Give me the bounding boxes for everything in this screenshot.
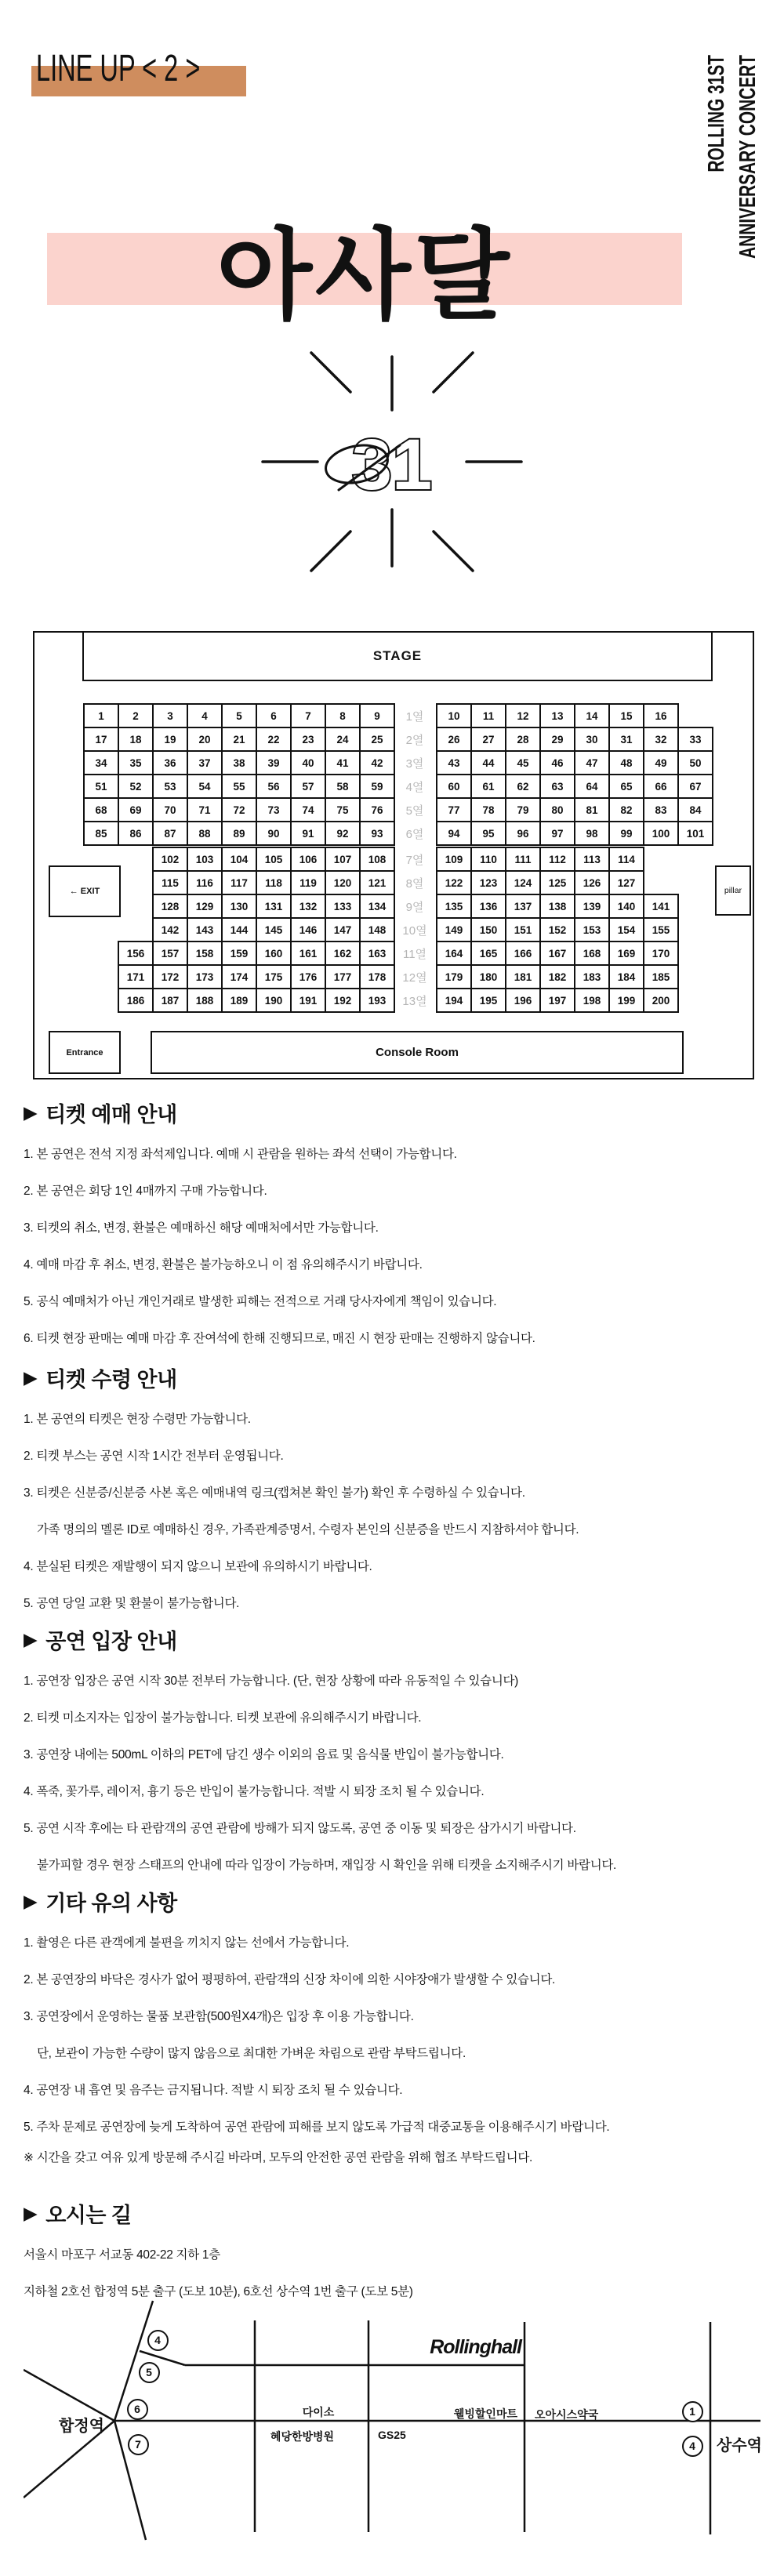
seat-105: 105 bbox=[256, 847, 292, 872]
vertical-banner-line1: ROLLING 31ST bbox=[704, 55, 729, 172]
seat-153: 153 bbox=[574, 917, 610, 942]
seat-76: 76 bbox=[359, 797, 395, 822]
seat-149: 149 bbox=[436, 917, 472, 942]
seat-51: 51 bbox=[83, 774, 119, 799]
row-label-4: 4열 bbox=[405, 780, 424, 794]
seat-138: 138 bbox=[539, 894, 575, 919]
row-label-6: 6열 bbox=[405, 827, 424, 841]
seat-41: 41 bbox=[325, 750, 361, 775]
seat-166: 166 bbox=[505, 941, 541, 966]
seat-144: 144 bbox=[221, 917, 257, 942]
seat-125: 125 bbox=[539, 870, 575, 895]
seat-54: 54 bbox=[187, 774, 223, 799]
anniversary-31-badge bbox=[251, 329, 533, 588]
seating-chart bbox=[33, 631, 754, 1079]
seat-182: 182 bbox=[539, 964, 575, 989]
seat-9: 9 bbox=[359, 703, 395, 728]
section-bullet-icon: ▶ bbox=[24, 1102, 38, 1123]
section-title bbox=[24, 2198, 764, 2229]
seat-20: 20 bbox=[187, 727, 223, 752]
badge-number: 31 bbox=[351, 425, 433, 505]
seat-49: 49 bbox=[643, 750, 679, 775]
seat-122: 122 bbox=[436, 870, 472, 895]
section-item: 2. 본 공연은 회당 1인 4매까지 구매 가능합니다. bbox=[24, 1185, 267, 1198]
seat-34: 34 bbox=[83, 750, 119, 775]
seat-78: 78 bbox=[470, 797, 506, 822]
seat-15: 15 bbox=[608, 703, 644, 728]
station-sangsu: 상수역 bbox=[717, 2437, 762, 2454]
seat-157: 157 bbox=[152, 941, 188, 966]
seat-99: 99 bbox=[608, 821, 644, 846]
seat-168: 168 bbox=[574, 941, 610, 966]
section-item: 1. 본 공연의 티켓은 현장 수령만 가능합니다. bbox=[24, 1413, 251, 1426]
seat-69: 69 bbox=[118, 797, 154, 822]
seat-22: 22 bbox=[256, 727, 292, 752]
seat-135: 135 bbox=[436, 894, 472, 919]
seat-190: 190 bbox=[256, 988, 292, 1013]
seat-29: 29 bbox=[539, 727, 575, 752]
seat-200: 200 bbox=[643, 988, 679, 1013]
seat-33: 33 bbox=[677, 727, 713, 752]
lineup-label: LINE UP < 2 > bbox=[36, 47, 201, 89]
seat-45: 45 bbox=[505, 750, 541, 775]
seat-172: 172 bbox=[152, 964, 188, 989]
section-title bbox=[24, 1886, 764, 1917]
seat-181: 181 bbox=[505, 964, 541, 989]
seat-86: 86 bbox=[118, 821, 154, 846]
ray bbox=[434, 532, 473, 571]
seat-40: 40 bbox=[290, 750, 326, 775]
seat-53: 53 bbox=[152, 774, 188, 799]
seat-89: 89 bbox=[221, 821, 257, 846]
section-item: 4. 공연장 내 흡연 및 음주는 금지됩니다. 적발 시 퇴장 조치 될 수 있습니다. bbox=[24, 2084, 403, 2097]
seat-100: 100 bbox=[643, 821, 679, 846]
seat-32: 32 bbox=[643, 727, 679, 752]
vertical-banner-line2: ANNIVERSARY CONCERT bbox=[735, 55, 760, 259]
seat-128: 128 bbox=[152, 894, 188, 919]
row-label-2: 2열 bbox=[405, 733, 424, 747]
seat-87: 87 bbox=[152, 821, 188, 846]
seat-170: 170 bbox=[643, 941, 679, 966]
section-title-text: 티켓 예매 안내 bbox=[45, 1103, 177, 1127]
section-item: 1. 본 공연은 전석 지정 좌석제입니다. 예매 시 관람을 원하는 좌석 선택이 가능합니다. bbox=[24, 1148, 457, 1161]
seat-75: 75 bbox=[325, 797, 361, 822]
section-item: 4. 폭죽, 꽃가루, 레이저, 흉기 등은 반입이 불가능합니다. 적발 시 퇴장 조치 될 수 있습니다. bbox=[24, 1785, 485, 1798]
section-item: 5. 공연 당일 교환 및 환불이 불가능합니다. bbox=[24, 1597, 240, 1610]
seat-81: 81 bbox=[574, 797, 610, 822]
seat-107: 107 bbox=[325, 847, 361, 872]
map-exit-5: 5 bbox=[139, 2362, 160, 2383]
seat-90: 90 bbox=[256, 821, 292, 846]
seat-38: 38 bbox=[221, 750, 257, 775]
section-title bbox=[24, 1098, 764, 1128]
seat-30: 30 bbox=[574, 727, 610, 752]
seat-104: 104 bbox=[221, 847, 257, 872]
seat-133: 133 bbox=[325, 894, 361, 919]
map-exit-4: 4 bbox=[147, 2330, 169, 2351]
section-title-text: 티켓 수령 안내 bbox=[45, 1368, 177, 1391]
seat-169: 169 bbox=[608, 941, 644, 966]
place-pharmacy: 오아시스약국 bbox=[535, 2408, 599, 2421]
seat-7: 7 bbox=[290, 703, 326, 728]
seat-5: 5 bbox=[221, 703, 257, 728]
seat-110: 110 bbox=[470, 847, 506, 872]
section-4 bbox=[24, 1886, 764, 2158]
seat-72: 72 bbox=[221, 797, 257, 822]
section-item: 2. 티켓 부스는 공연 시작 1시간 전부터 운영됩니다. bbox=[24, 1449, 284, 1463]
seat-98: 98 bbox=[574, 821, 610, 846]
seat-11: 11 bbox=[470, 703, 506, 728]
seat-117: 117 bbox=[221, 870, 257, 895]
seat-167: 167 bbox=[539, 941, 575, 966]
seat-3: 3 bbox=[152, 703, 188, 728]
map-exit-6: 6 bbox=[127, 2399, 148, 2420]
seat-77: 77 bbox=[436, 797, 472, 822]
seat-161: 161 bbox=[290, 941, 326, 966]
seat-60: 60 bbox=[436, 774, 472, 799]
section-item: 5. 공식 예매처가 아닌 개인거래로 발생한 피해는 전적으로 거래 당사자에게 책임이 있습니다. bbox=[24, 1295, 497, 1308]
seat-88: 88 bbox=[187, 821, 223, 846]
seat-196: 196 bbox=[505, 988, 541, 1013]
seat-10: 10 bbox=[436, 703, 472, 728]
row-label-11: 11열 bbox=[402, 947, 427, 961]
seat-39: 39 bbox=[256, 750, 292, 775]
seat-119: 119 bbox=[290, 870, 326, 895]
seat-94: 94 bbox=[436, 821, 472, 846]
section-bullet-icon: ▶ bbox=[24, 1367, 38, 1388]
seat-43: 43 bbox=[436, 750, 472, 775]
seat-185: 185 bbox=[643, 964, 679, 989]
seat-164: 164 bbox=[436, 941, 472, 966]
seat-106: 106 bbox=[290, 847, 326, 872]
map-exit-4: 4 bbox=[682, 2436, 703, 2457]
seat-154: 154 bbox=[608, 917, 644, 942]
seat-162: 162 bbox=[325, 941, 361, 966]
seat-35: 35 bbox=[118, 750, 154, 775]
seat-74: 74 bbox=[290, 797, 326, 822]
seat-197: 197 bbox=[539, 988, 575, 1013]
seat-142: 142 bbox=[152, 917, 188, 942]
seat-176: 176 bbox=[290, 964, 326, 989]
seat-68: 68 bbox=[83, 797, 119, 822]
section-item: 불가피할 경우 현장 스태프의 안내에 따라 입장이 가능하며, 재입장 시 확인을 위해 티켓을 소지해주시기 바랍니다. bbox=[37, 1859, 617, 1872]
seat-37: 37 bbox=[187, 750, 223, 775]
seat-199: 199 bbox=[608, 988, 644, 1013]
section-item: 단, 보관이 가능한 수량이 많지 않음으로 최대한 가벼운 차림으로 관람 부탁드립니다. bbox=[37, 2047, 466, 2060]
seat-186: 186 bbox=[118, 988, 154, 1013]
seat-16: 16 bbox=[643, 703, 679, 728]
seat-4: 4 bbox=[187, 703, 223, 728]
seat-180: 180 bbox=[470, 964, 506, 989]
map-roads bbox=[24, 2297, 760, 2556]
section-title bbox=[24, 1624, 764, 1655]
seat-195: 195 bbox=[470, 988, 506, 1013]
place-daiso: 다이소 bbox=[302, 2406, 335, 2418]
seat-187: 187 bbox=[152, 988, 188, 1013]
seat-55: 55 bbox=[221, 774, 257, 799]
place-gs25: GS25 bbox=[378, 2429, 406, 2441]
section-1 bbox=[24, 1098, 764, 1370]
seat-50: 50 bbox=[677, 750, 713, 775]
section-3 bbox=[24, 1624, 764, 1896]
seat-101: 101 bbox=[677, 821, 713, 846]
section-item: 3. 티켓은 신분증/신분증 사본 혹은 예매내역 링크(캡쳐본 확인 불가) 확인 후 수령하실 수 있습니다. bbox=[24, 1486, 525, 1500]
map-exit-1: 1 bbox=[682, 2401, 703, 2422]
place-mart: 웰빙할인마트 bbox=[453, 2407, 517, 2420]
seat-19: 19 bbox=[152, 727, 188, 752]
row-label-13: 13열 bbox=[402, 994, 427, 1008]
seat-120: 120 bbox=[325, 870, 361, 895]
seat-27: 27 bbox=[470, 727, 506, 752]
seat-58: 58 bbox=[325, 774, 361, 799]
seat-148: 148 bbox=[359, 917, 395, 942]
seat-115: 115 bbox=[152, 870, 188, 895]
seat-152: 152 bbox=[539, 917, 575, 942]
seat-129: 129 bbox=[187, 894, 223, 919]
seat-147: 147 bbox=[325, 917, 361, 942]
section-title-text: 공연 입장 안내 bbox=[45, 1630, 177, 1653]
seat-179: 179 bbox=[436, 964, 472, 989]
section-item: 6. 티켓 현장 판매는 예매 마감 후 잔여석에 한해 진행되므로, 매진 시 현장 판매는 진행하지 않습니다. bbox=[24, 1332, 535, 1345]
seat-114: 114 bbox=[608, 847, 644, 872]
seat-73: 73 bbox=[256, 797, 292, 822]
seat-46: 46 bbox=[539, 750, 575, 775]
safety-notice: ※ 시간을 갖고 여유 있게 방문해 주시길 바라며, 모두의 안전한 공연 관람을 위해 협조 부탁드립니다. bbox=[24, 2151, 533, 2164]
console-room-box: Console Room bbox=[151, 1031, 684, 1074]
seat-193: 193 bbox=[359, 988, 395, 1013]
section-item: 서울시 마포구 서교동 402-22 지하 1층 bbox=[24, 2248, 220, 2262]
seat-113: 113 bbox=[574, 847, 610, 872]
seat-25: 25 bbox=[359, 727, 395, 752]
section-bullet-icon: ▶ bbox=[24, 2203, 38, 2223]
seat-137: 137 bbox=[505, 894, 541, 919]
seat-124: 124 bbox=[505, 870, 541, 895]
seat-177: 177 bbox=[325, 964, 361, 989]
section-item: 가족 명의의 멜론 ID로 예매하신 경우, 가족관계증명서, 수령자 본인의 신분증을 반드시 지참하셔야 합니다. bbox=[37, 1523, 579, 1537]
section-item: 5. 주차 문제로 공연장에 늦게 도착하여 공연 관람에 피해를 보지 않도록 가급적 대중교통을 이용해주시기 바랍니다. bbox=[24, 2121, 610, 2134]
seat-13: 13 bbox=[539, 703, 575, 728]
seat-108: 108 bbox=[359, 847, 395, 872]
seat-158: 158 bbox=[187, 941, 223, 966]
seat-62: 62 bbox=[505, 774, 541, 799]
seat-178: 178 bbox=[359, 964, 395, 989]
seat-139: 139 bbox=[574, 894, 610, 919]
seat-96: 96 bbox=[505, 821, 541, 846]
stage-box: STAGE bbox=[82, 631, 713, 681]
section-title-text: 기타 유의 사항 bbox=[45, 1892, 177, 1915]
exit-box: ← EXIT bbox=[49, 865, 121, 917]
seat-121: 121 bbox=[359, 870, 395, 895]
seat-48: 48 bbox=[608, 750, 644, 775]
seat-71: 71 bbox=[187, 797, 223, 822]
seat-165: 165 bbox=[470, 941, 506, 966]
seat-56: 56 bbox=[256, 774, 292, 799]
section-item: 1. 촬영은 다른 관객에게 불편을 끼치지 않는 선에서 가능합니다. bbox=[24, 1936, 350, 1950]
ray bbox=[311, 532, 350, 571]
seat-23: 23 bbox=[290, 727, 326, 752]
seat-160: 160 bbox=[256, 941, 292, 966]
seat-83: 83 bbox=[643, 797, 679, 822]
seat-36: 36 bbox=[152, 750, 188, 775]
seat-91: 91 bbox=[290, 821, 326, 846]
seat-131: 131 bbox=[256, 894, 292, 919]
seat-44: 44 bbox=[470, 750, 506, 775]
page-title: 아사달 bbox=[216, 220, 513, 331]
ray bbox=[311, 353, 350, 392]
seat-175: 175 bbox=[256, 964, 292, 989]
seat-127: 127 bbox=[608, 870, 644, 895]
section-item: 2. 본 공연장의 바닥은 경사가 없어 평평하여, 관람객의 신장 차이에 의한 시야장애가 발생할 수 있습니다. bbox=[24, 1973, 556, 1986]
map-exit-7: 7 bbox=[128, 2434, 149, 2455]
seat-184: 184 bbox=[608, 964, 644, 989]
seat-24: 24 bbox=[325, 727, 361, 752]
section-item: 1. 공연장 입장은 공연 시작 30분 전부터 가능합니다. (단, 현장 상황에 따라 유동적일 수 있습니다) bbox=[24, 1674, 519, 1688]
row-label-3: 3열 bbox=[405, 756, 424, 771]
seat-118: 118 bbox=[256, 870, 292, 895]
ray bbox=[434, 353, 473, 392]
seat-95: 95 bbox=[470, 821, 506, 846]
seat-92: 92 bbox=[325, 821, 361, 846]
seat-12: 12 bbox=[505, 703, 541, 728]
seat-111: 111 bbox=[505, 847, 541, 872]
seat-70: 70 bbox=[152, 797, 188, 822]
seat-155: 155 bbox=[643, 917, 679, 942]
section-item: 3. 공연장 내에는 500mL 이하의 PET에 담긴 생수 이외의 음료 및 음식물 반입이 불가능합니다. bbox=[24, 1748, 504, 1761]
seat-140: 140 bbox=[608, 894, 644, 919]
seat-57: 57 bbox=[290, 774, 326, 799]
seat-79: 79 bbox=[505, 797, 541, 822]
seat-134: 134 bbox=[359, 894, 395, 919]
seat-14: 14 bbox=[574, 703, 610, 728]
seat-159: 159 bbox=[221, 941, 257, 966]
seat-194: 194 bbox=[436, 988, 472, 1013]
section-item: 4. 예매 마감 후 취소, 변경, 환불은 불가능하오니 이 점 유의해주시기 바랍니다. bbox=[24, 1258, 423, 1272]
seat-31: 31 bbox=[608, 727, 644, 752]
venue-label: Rollinghall bbox=[430, 2336, 521, 2358]
seat-198: 198 bbox=[574, 988, 610, 1013]
seat-17: 17 bbox=[83, 727, 119, 752]
pillar-box: pillar bbox=[715, 865, 751, 916]
seat-123: 123 bbox=[470, 870, 506, 895]
seat-59: 59 bbox=[359, 774, 395, 799]
row-label-10: 10열 bbox=[402, 923, 427, 938]
place-clinic: 혜당한방병원 bbox=[270, 2430, 335, 2443]
row-label-7: 7열 bbox=[405, 853, 424, 867]
entrance-box: Entrance bbox=[49, 1031, 121, 1074]
section-title-text: 오시는 길 bbox=[45, 2204, 132, 2227]
seat-163: 163 bbox=[359, 941, 395, 966]
seat-141: 141 bbox=[643, 894, 679, 919]
section-item: 지하철 2호선 합정역 5분 출구 (도보 10분), 6호선 상수역 1번 출구 (도보 5분) bbox=[24, 2285, 413, 2298]
seat-188: 188 bbox=[187, 988, 223, 1013]
row-label-1: 1열 bbox=[405, 709, 424, 724]
section-item: 3. 공연장에서 운영하는 물품 보관함(500원X4개)은 입장 후 이용 가능합니다. bbox=[24, 2010, 414, 2023]
seat-47: 47 bbox=[574, 750, 610, 775]
seat-42: 42 bbox=[359, 750, 395, 775]
seat-63: 63 bbox=[539, 774, 575, 799]
seat-173: 173 bbox=[187, 964, 223, 989]
section-item: 2. 티켓 미소지자는 입장이 불가능합니다. 티켓 보관에 유의해주시기 바랍니다. bbox=[24, 1711, 422, 1725]
seat-84: 84 bbox=[677, 797, 713, 822]
venue-map bbox=[24, 2297, 760, 2556]
section-item: 5. 공연 시작 후에는 타 관람객의 공연 관람에 방해가 되지 않도록, 공연 중 이동 및 퇴장은 삼가시기 바랍니다. bbox=[24, 1822, 576, 1835]
seat-116: 116 bbox=[187, 870, 223, 895]
seat-65: 65 bbox=[608, 774, 644, 799]
seat-174: 174 bbox=[221, 964, 257, 989]
section-bullet-icon: ▶ bbox=[24, 1629, 38, 1649]
seat-28: 28 bbox=[505, 727, 541, 752]
seat-102: 102 bbox=[152, 847, 188, 872]
seat-97: 97 bbox=[539, 821, 575, 846]
seat-66: 66 bbox=[643, 774, 679, 799]
row-label-9: 9열 bbox=[405, 900, 424, 914]
seat-183: 183 bbox=[574, 964, 610, 989]
seat-126: 126 bbox=[574, 870, 610, 895]
seat-130: 130 bbox=[221, 894, 257, 919]
row-label-8: 8열 bbox=[405, 876, 424, 891]
seat-189: 189 bbox=[221, 988, 257, 1013]
seat-8: 8 bbox=[325, 703, 361, 728]
seat-18: 18 bbox=[118, 727, 154, 752]
seat-80: 80 bbox=[539, 797, 575, 822]
seat-6: 6 bbox=[256, 703, 292, 728]
seat-146: 146 bbox=[290, 917, 326, 942]
seat-136: 136 bbox=[470, 894, 506, 919]
seat-171: 171 bbox=[118, 964, 154, 989]
seat-103: 103 bbox=[187, 847, 223, 872]
seat-2: 2 bbox=[118, 703, 154, 728]
seat-145: 145 bbox=[256, 917, 292, 942]
section-bullet-icon: ▶ bbox=[24, 1891, 38, 1911]
seat-82: 82 bbox=[608, 797, 644, 822]
seat-191: 191 bbox=[290, 988, 326, 1013]
seat-1: 1 bbox=[83, 703, 119, 728]
section-item: 4. 분실된 티켓은 재발행이 되지 않으니 보관에 유의하시기 바랍니다. bbox=[24, 1560, 372, 1573]
seat-21: 21 bbox=[221, 727, 257, 752]
seat-26: 26 bbox=[436, 727, 472, 752]
seat-143: 143 bbox=[187, 917, 223, 942]
section-2 bbox=[24, 1362, 764, 1634]
seat-64: 64 bbox=[574, 774, 610, 799]
seat-52: 52 bbox=[118, 774, 154, 799]
seat-67: 67 bbox=[677, 774, 713, 799]
seat-112: 112 bbox=[539, 847, 575, 872]
seat-85: 85 bbox=[83, 821, 119, 846]
seat-109: 109 bbox=[436, 847, 472, 872]
section-item: 3. 티켓의 취소, 변경, 환불은 예매하신 해당 예매처에서만 가능합니다. bbox=[24, 1221, 379, 1235]
seat-192: 192 bbox=[325, 988, 361, 1013]
seat-150: 150 bbox=[470, 917, 506, 942]
section-title bbox=[24, 1362, 764, 1393]
seat-61: 61 bbox=[470, 774, 506, 799]
seat-151: 151 bbox=[505, 917, 541, 942]
row-label-5: 5열 bbox=[405, 804, 424, 818]
seat-156: 156 bbox=[118, 941, 154, 966]
row-label-12: 12열 bbox=[402, 971, 427, 985]
seat-132: 132 bbox=[290, 894, 326, 919]
seat-93: 93 bbox=[359, 821, 395, 846]
station-hapjeong: 합정역 bbox=[59, 2418, 104, 2435]
